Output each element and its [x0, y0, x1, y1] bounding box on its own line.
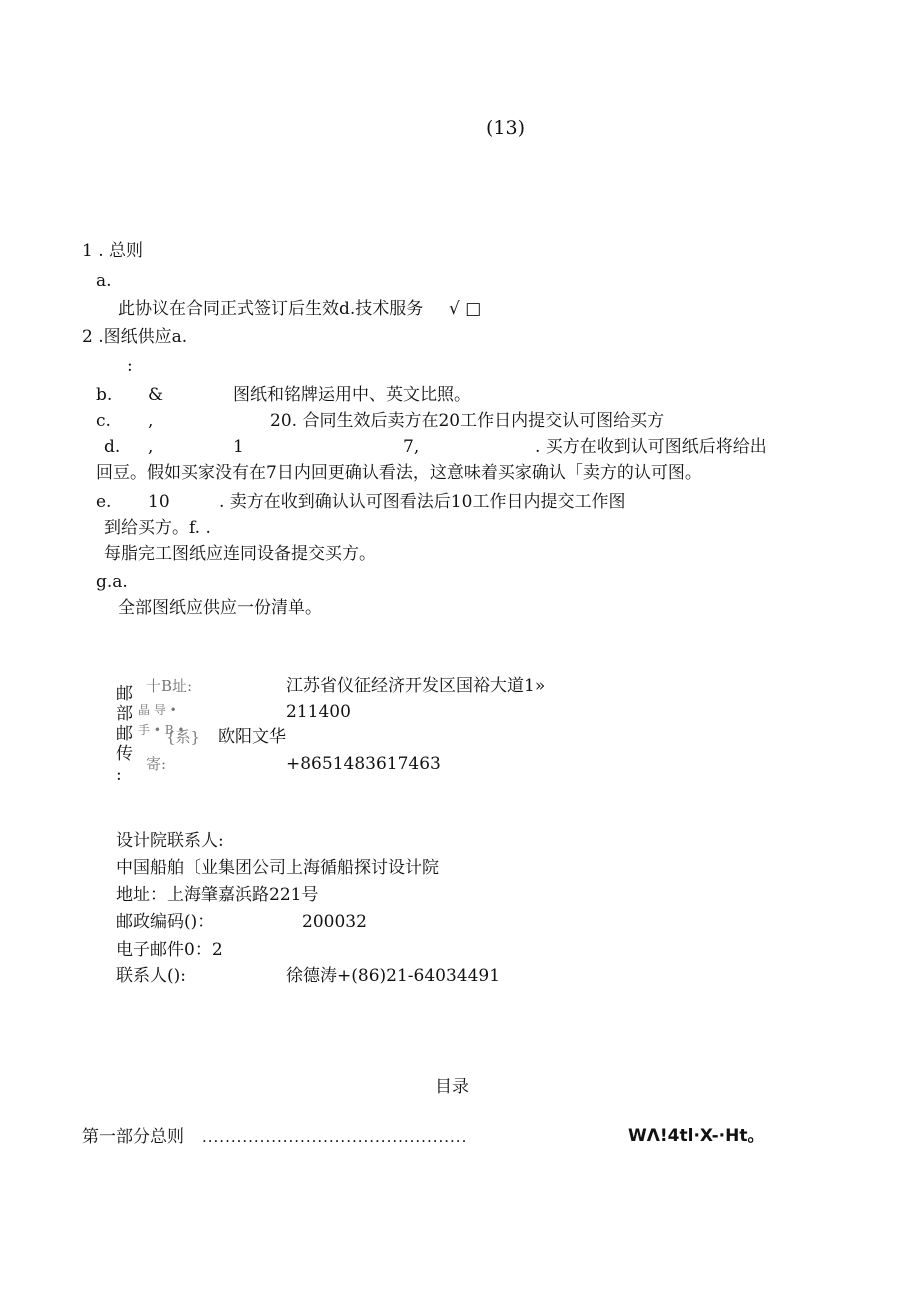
item-e-label: e. [96, 492, 112, 512]
seller-phone: +8651483617463 [286, 754, 441, 774]
institute-email-label: 电子邮件0：2 [116, 940, 223, 960]
item-b-label: b. [96, 385, 113, 405]
toc-title: 目录 [435, 1077, 469, 1097]
item-d-comma: , [148, 437, 154, 457]
item-b-mark: & [148, 385, 164, 405]
section-1-text: 此协议在合同正式签订后生效d.技术服务 [118, 299, 424, 319]
institute-contact: 徐德涛+(86)21-64034491 [286, 966, 501, 986]
page-number: (13) [486, 117, 526, 139]
item-c-comma: , [148, 411, 154, 431]
institute-address: 地址：上海肇嘉浜路221号 [116, 885, 319, 905]
vertical-label-2: 部 [116, 704, 133, 724]
item-d-text: . 买方在收到认可图纸后将给出 [535, 437, 767, 457]
garbled-label-fax: 手 • B • [138, 723, 185, 737]
garbled-label-contact: {系} [166, 728, 201, 746]
vertical-label-5: : [116, 765, 122, 785]
vertical-label-1: 邮 [116, 684, 133, 704]
item-b-text: 图纸和铭牌运用中、英文比照。 [233, 385, 471, 405]
item-e-number: 10 [148, 492, 170, 512]
item-g-text: 全部图纸应供应一份清单。 [118, 598, 322, 618]
institute-postcode: 200032 [302, 912, 367, 932]
section-2-heading: 2 .图纸供应a. [82, 327, 188, 347]
institute-postcode-label: 邮政编码()： [116, 912, 215, 932]
item-c-text: 20. 合同生效后卖方在20工作日内提交认可图给买方 [270, 411, 665, 431]
item-a-label: a. [96, 271, 112, 291]
seller-address: 江苏省仪征经济开发区国裕大道1» [286, 676, 546, 696]
item-e-continuation: 到给买方。f. . [104, 518, 211, 538]
item-e-text: . 卖方在收到确认认可图看法后10工作日内提交工作图 [219, 492, 626, 512]
item-d-seven: 7, [403, 437, 420, 457]
item-c-label: c. [96, 411, 111, 431]
item-g-label: g.a. [96, 572, 128, 592]
stray-colon: : [127, 356, 133, 376]
vertical-label-3: 邮 [116, 724, 133, 744]
garbled-label-phone: 寄: [146, 755, 167, 773]
toc-entry-page: WΛ!4tl·X-·Ht。 [628, 1126, 765, 1146]
toc-entry-dots: .............................................. [202, 1128, 468, 1146]
toc-entry-label: 第一部分总则 [82, 1127, 184, 1147]
institute-contact-label: 联系人(): [116, 966, 186, 986]
vertical-label-4: 传 [116, 744, 133, 764]
section-1-heading: 1 . 总则 [82, 241, 144, 261]
institute-heading: 设计院联系人: [116, 831, 224, 851]
garbled-label-postcode: 晶 导 • [138, 703, 177, 717]
checkbox-symbols: √ □ [449, 299, 482, 319]
item-f-text: 每脂完工图纸应连同设备提交买方。 [104, 544, 376, 564]
institute-name: 中国船舶〔业集团公司上海循船探讨设计院 [116, 858, 439, 878]
seller-contact: 欧阳文华 [218, 727, 286, 747]
item-d-number: 1 [233, 437, 244, 457]
garbled-label-address: 十B址: [146, 677, 193, 695]
item-d-label: d. [104, 437, 121, 457]
seller-postcode: 211400 [286, 702, 351, 722]
item-d-continuation: 回豆。假如买家没有在7日内回更确认看法，这意味着买家确认「卖方的认可图。 [96, 463, 702, 483]
